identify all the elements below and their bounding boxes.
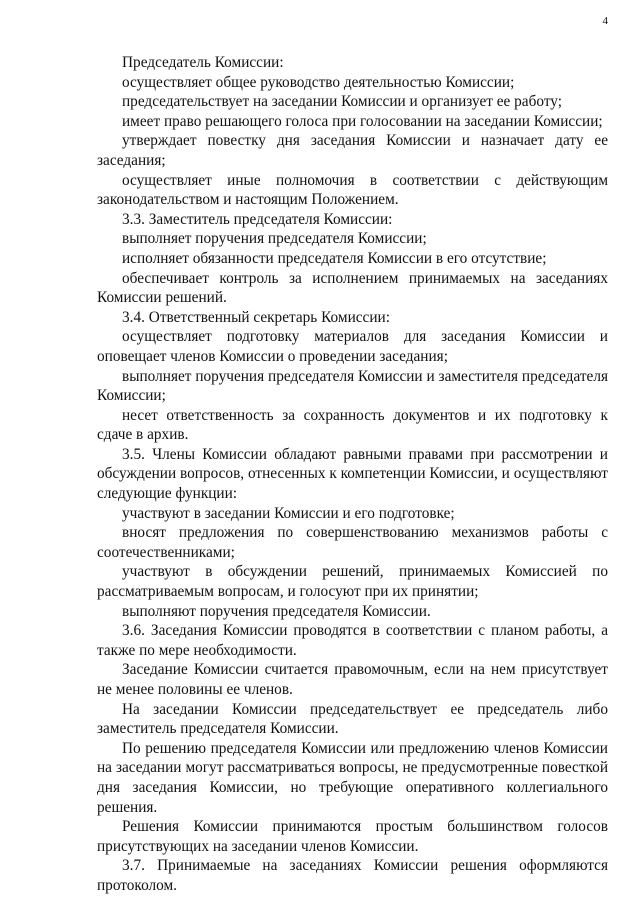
- member-function-proposals: вносят предложения по совершенствованию механизмов работы с соотечественниками;: [97, 524, 608, 561]
- deputy-duty-control: обеспечивает контроль за исполнением принимаемых на заседаниях Комиссии решений.: [97, 269, 608, 307]
- chairman-heading: Председатель Комиссии:: [122, 54, 284, 71]
- chairman-duty-agenda: утверждает повестку дня заседания Комиссии и назначает дату ее заседания;: [97, 132, 608, 169]
- decision-majority-paragraph: Решения Комиссии принимаются простым большинством голосов присутствующих на заседании членов Комиссии.: [97, 818, 608, 855]
- chairman-duty-general-management: осуществляет общее руководство деятельностью Комиссии;: [122, 73, 515, 91]
- chairman-duty-presides: председательствует на заседании Комиссии и организует ее работу;: [122, 93, 563, 111]
- secretary-duty-archive: несет ответственность за сохранность документов и их подготовку к сдаче в архив.: [97, 406, 608, 444]
- section-3-3-heading: 3.3. Заместитель председателя Комиссии:: [122, 210, 393, 228]
- section-3-4-heading: 3.4. Ответственный секретарь Комиссии:: [122, 308, 390, 326]
- deputy-duty-orders: выполняет поручения председателя Комиссии;: [122, 230, 427, 248]
- section-3-6-paragraph: 3.6. Заседания Комиссии проводятся в соответствии с планом работы, а также по мере необходимости.: [97, 622, 608, 659]
- section-3-7-paragraph: 3.7. Принимаемые на заседаниях Комиссии решения оформляются протоколом.: [97, 857, 608, 894]
- secretary-duty-materials: осуществляет подготовку материалов для заседания Комиссии и оповещает членов Комиссии о проведении заседания;: [97, 328, 608, 365]
- secretary-duty-orders: выполняет поручения председателя Комиссии и заместителя председателя Комиссии;: [97, 367, 608, 405]
- chairman-duty-casting-vote: имеет право решающего голоса при голосовании на заседании Комиссии;: [122, 112, 603, 130]
- section-3-5-paragraph: 3.5. Члены Комиссии обладают равными правами при рассмотрении и обсуждении вопросов, отнесенных к компетенции Комиссии, и осуществляют следующие функции:: [97, 445, 608, 503]
- document-body: [97, 53, 608, 896]
- quorum-paragraph: Заседание Комиссии считается правомочным, если на нем присутствует не менее половины ее членов.: [97, 661, 608, 698]
- page-number: 4: [602, 15, 608, 27]
- member-function-participate: участвуют в заседании Комиссии и его подготовке;: [122, 504, 455, 522]
- member-function-orders: выполняют поручения председателя Комиссии.: [122, 602, 431, 620]
- deputy-duty-acting: исполняет обязанности председателя Комиссии в его отсутствие;: [122, 249, 547, 267]
- extra-agenda-paragraph: По решению председателя Комиссии или предложению членов Комиссии на заседании могут рассматриваться вопросы, не предусмотренные повесткой дня заседания Комиссии, но требующие оперативного коллегиального решения.: [97, 739, 608, 816]
- chairman-duty-other-powers: осуществляет иные полномочия в соответствии с действующим законодательством и настоящим Положением.: [97, 171, 608, 209]
- presiding-paragraph: На заседании Комиссии председательствует ее председатель либо заместитель председателя Комиссии.: [97, 700, 608, 738]
- member-function-voting: участвуют в обсуждении решений, принимаемых Комиссией по рассматриваемым вопросам, и голосуют при их принятии;: [97, 563, 608, 601]
